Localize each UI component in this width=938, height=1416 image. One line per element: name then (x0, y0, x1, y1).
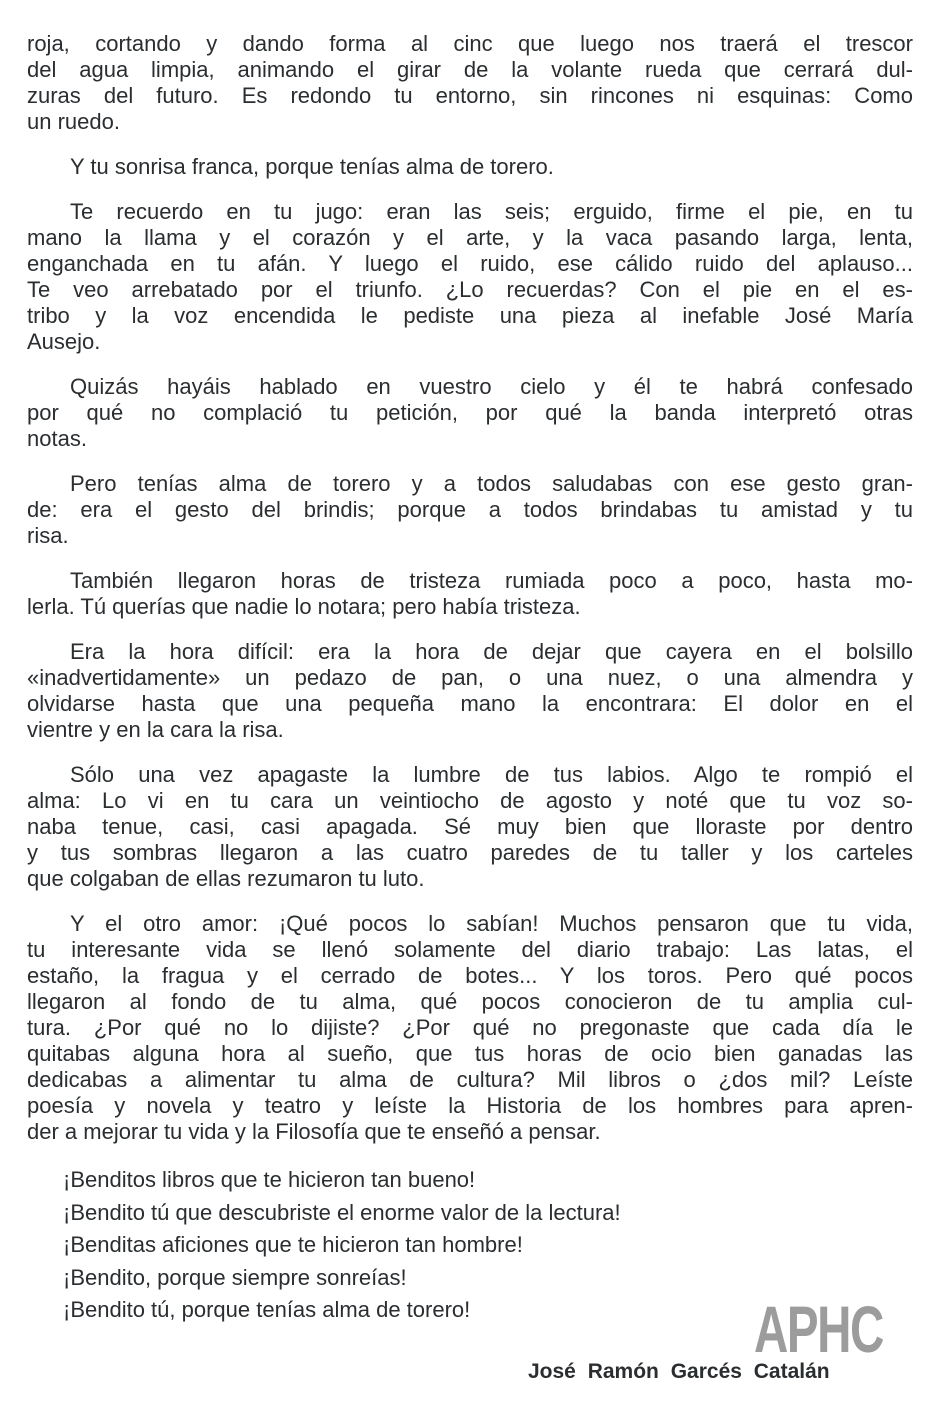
author-signature: José Ramón Garcés Catalán (528, 1360, 830, 1383)
paragraph (27, 471, 913, 549)
text-line: mano la llama y el corazón y el arte, y la vaca pasando larga, lenta, (27, 225, 913, 250)
paragraph (27, 31, 913, 135)
text-line: tribo y la voz encendida le pediste una pieza al inefable José María (27, 303, 913, 328)
text-line: Te recuerdo en tu jugo: eran las seis; erguido, firme el pie, en tu (70, 199, 913, 224)
text-line: zuras del futuro. Es redondo tu entorno, sin rincones ni esquinas: Como (27, 83, 913, 108)
text-line: «inadvertidamente» un pedazo de pan, o una nuez, o una almendra y (27, 665, 913, 690)
text-line: Pero tenías alma de torero y a todos saludabas con ese gesto gran- (70, 471, 913, 496)
paragraph (27, 154, 913, 180)
text-line: vientre y en la cara la risa. (27, 717, 284, 742)
text-line: un ruedo. (27, 109, 120, 134)
text-line: estaño, la fragua y el cerrado de botes... Y los toros. Pero qué pocos (27, 963, 913, 988)
blessing-line: ¡Benditos libros que te hicieron tan bueno! (63, 1167, 476, 1192)
text-line: alma: Lo vi en tu cara un veintiocho de agosto y noté que tu voz so- (27, 788, 913, 813)
text-line: Y tu sonrisa franca, porque tenías alma de torero. (70, 154, 554, 179)
text-line: llegaron al fondo de tu alma, qué pocos conocieron de tu amplia cul- (27, 989, 913, 1014)
text-line: tura. ¿Por qué no lo dijiste? ¿Por qué no pregonaste que cada día le (27, 1015, 913, 1040)
blessing-line: ¡Bendito, porque siempre sonreías! (63, 1264, 407, 1290)
text-line: Quizás hayáis hablado en vuestro cielo y él te habrá confesado (70, 374, 913, 399)
blessing-line: ¡Bendito tú, porque tenías alma de torero! (63, 1297, 471, 1322)
text-line: tu interesante vida se llenó solamente del diario trabajo: Las latas, el (27, 937, 913, 962)
text-line: Sólo una vez apagaste la lumbre de tus labios. Algo te rompió el (70, 762, 913, 787)
text-line: roja, cortando y dando forma al cinc que luego nos traerá el trescor (27, 31, 913, 56)
text-line: Te veo arrebatado por el triunfo. ¿Lo recuerdas? Con el pie en el es- (27, 277, 913, 302)
paragraph (27, 639, 913, 743)
text-line: enganchada en tu afán. Y luego el ruido, ese cálido ruido del aplauso... (27, 251, 913, 276)
text-line: olvidarse hasta que una pequeña mano la encontrara: El dolor en el (27, 691, 913, 716)
text-line: quitabas alguna hora al sueño, que tus horas de ocio bien ganadas las (27, 1041, 913, 1066)
text-line: Ausejo. (27, 329, 101, 354)
text-line: risa. (27, 523, 69, 548)
text-line: dedicabas a alimentar tu alma de cultura? Mil libros o ¿dos mil? Leíste (27, 1067, 913, 1092)
text-line: naba tenue, casi, casi apagada. Sé muy bien que lloraste por dentro (27, 814, 913, 839)
paragraph (27, 374, 913, 452)
text-line: de: era el gesto del brindis; porque a todos brindabas tu amistad y tu (27, 497, 913, 522)
text-line: der a mejorar tu vida y la Filosofía que te enseñó a pensar. (27, 1119, 601, 1144)
text-line: del agua limpia, animando el girar de la volante rueda que cerrará dul- (27, 57, 913, 82)
text-line: lerla. Tú querías que nadie lo notara; pero había tristeza. (27, 594, 581, 619)
text-line: Era la hora difícil: era la hora de dejar que cayera en el bolsillo (70, 639, 913, 664)
text-line: que colgaban de ellas rezumaron tu luto. (27, 866, 425, 891)
paragraph (27, 568, 913, 620)
blessing-line: ¡Benditas aficiones que te hicieron tan hombre! (63, 1232, 523, 1257)
article-body (27, 31, 913, 1327)
text-line: Y el otro amor: ¡Qué pocos lo sabían! Muchos pensaron que tu vida, (70, 911, 913, 936)
blessing-line: ¡Bendito tú que descubriste el enorme valor de la lectura! (63, 1199, 621, 1225)
paragraph (27, 199, 913, 355)
paragraph (27, 911, 913, 1145)
paragraph (27, 762, 913, 892)
aphc-logo: APHC (754, 1292, 883, 1366)
text-line: También llegaron horas de tristeza rumiada poco a poco, hasta mo- (70, 568, 913, 593)
text-line: por qué no complació tu petición, por qué la banda interpretó otras (27, 400, 913, 425)
text-line: y tus sombras llegaron a las cuatro paredes de tu taller y los carteles (27, 840, 913, 865)
text-line: poesía y novela y teatro y leíste la Historia de los hombres para apren- (27, 1093, 913, 1118)
text-line: notas. (27, 426, 87, 451)
